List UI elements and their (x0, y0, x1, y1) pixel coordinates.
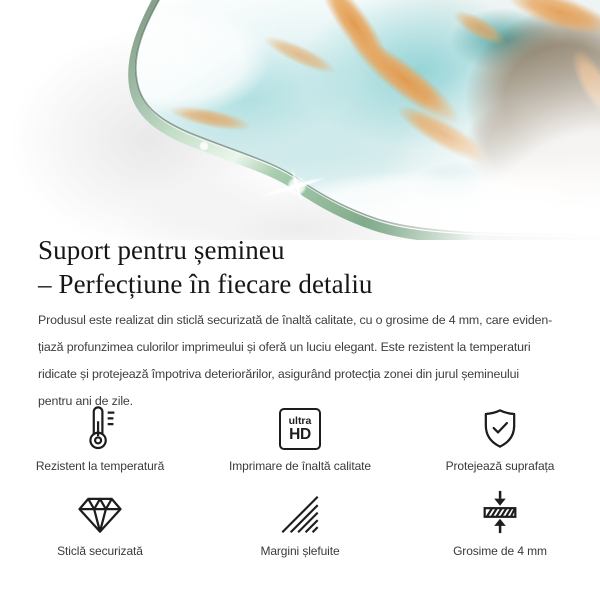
photo-fade (300, 0, 600, 240)
feature-label: Rezistent la temperatură (35, 459, 165, 473)
description-line: ridicate și protejează împotriva deteriorărilor, asigurând protecția zonei din jurul șemineului (38, 367, 519, 381)
description-line: țiază profunzimea culorilor imprimeului și oferă un luciu elegant. Este rezistent la temperaturi (38, 340, 531, 354)
ultra-hd-text-top: ultra (288, 415, 312, 427)
feature-surface-protection (400, 404, 600, 473)
page-title-line2: – Perfecțiune în fiecare detaliu (38, 269, 373, 299)
ultra-hd-text-bottom: HD (289, 426, 311, 443)
feature-label: Grosime de 4 mm (453, 544, 547, 558)
description-line: Produsul este realizat din sticlă securizată de înaltă calitate, cu o grosime de 4 mm, care eviden- (38, 313, 553, 327)
page-title-line1: Suport pentru șemineu (38, 235, 285, 265)
product-photo-round-glass-panel (0, 0, 600, 240)
feature-polished-edges (200, 489, 400, 558)
feature-tempered-glass (0, 489, 200, 558)
diamond-icon (77, 489, 123, 535)
thermometer-icon (83, 404, 117, 450)
shield-check-icon (478, 404, 522, 450)
polished-edges-icon (278, 489, 322, 535)
feature-label: Margini șlefuite (260, 544, 340, 558)
feature-thickness-4mm (400, 489, 600, 558)
page-title (38, 233, 373, 301)
feature-label: Protejează suprafața (445, 459, 555, 473)
feature-grid (0, 404, 600, 558)
feature-temperature-resistant (0, 404, 200, 473)
product-description (38, 307, 552, 415)
feature-ultra-hd-print (200, 404, 400, 473)
description-line: pentru ani de zile. (38, 394, 133, 408)
feature-label: Imprimare de înaltă calitate (229, 459, 371, 473)
ultra-hd-icon (279, 404, 321, 450)
thickness-icon (478, 489, 522, 535)
feature-label: Sticlă securizată (57, 544, 143, 558)
